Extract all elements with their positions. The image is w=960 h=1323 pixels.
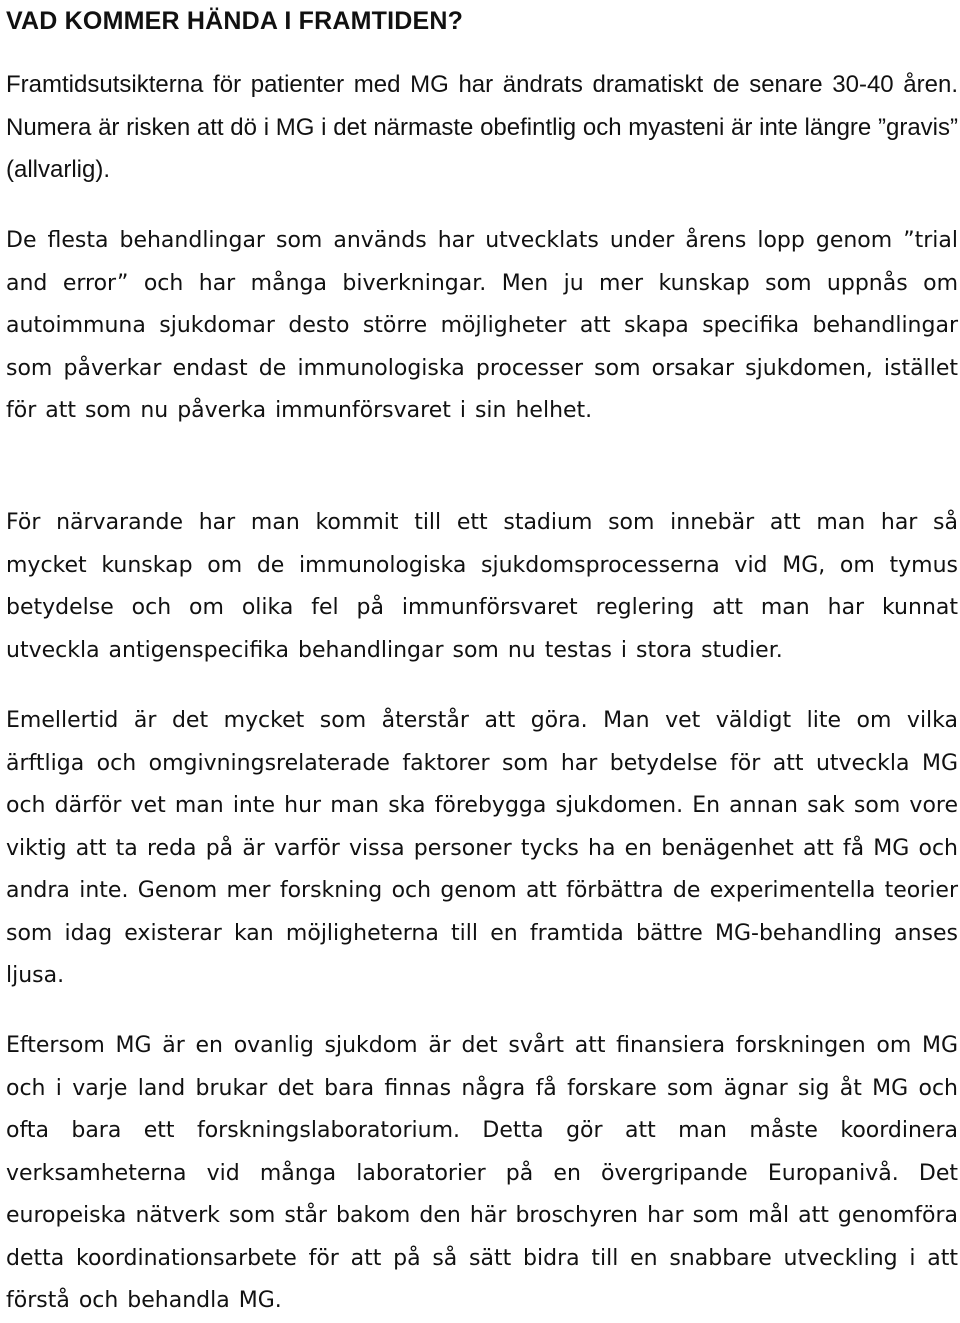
paragraph-treatments: De flesta behandlingar som används har utvecklats under årens lopp genom ”trial and error” och har många biverkningar. Men ju mer kunskap som uppnås om autoimmuna sjukdomar desto större möjligheter att skapa specifika behandlingar som påverkar endast de immunologiska processer som orsakar sjukdomen, istället för att som nu påverka immunförsvaret i sin helhet. xyxy=(6,228,958,423)
paragraph-research-funding: Eftersom MG är en ovanlig sjukdom är det svårt att finansiera forskningen om MG och i varje land brukar det bara finnas några få forskare som ägnar sig åt MG och ofta bara ett forskningslaboratorium. Detta gör att man måste koordinera verksamheterna vid många laboratorier på en övergripande Europanivå. Det europeiska nätverk som står bakom den här broschyren har som mål att genomföra detta koordinationsarbete för att på så sätt bidra till en snabbare utveckling i att förstå och behandla MG. xyxy=(6,1033,958,1313)
paragraph-current-stage: För närvarande har man kommit till ett stadium som innebär att man har så mycket kunskap om de immunologiska sjukdomsprocesserna vid MG, om tymus betydelse och om olika fel på immunförsvaret reglering att man har kunnat utveckla antigenspecifika behandlingar som nu testas i stora studier. xyxy=(6,510,958,663)
page-title: VAD KOMMER HÄNDA I FRAMTIDEN? xyxy=(6,7,464,35)
paragraph-future-outlook: Framtidsutsikterna för patienter med MG har ändrats dramatiskt de senare 30-40 åren. Numera är risken att dö i MG i det närmaste obefintlig och myasteni är inte längre ”gravis” (allvarlig). xyxy=(6,71,958,183)
paragraph-remaining-work: Emellertid är det mycket som återstår att göra. Man vet väldigt lite om vilka ärftliga och omgivningsrelaterade faktorer som har betydelse för att utveckla MG och därför vet man inte hur man ska förebygga sjukdomen. En annan sak som vore viktig att ta reda på är varför vissa personer tycks ha en benägenhet att få MG och andra inte. Genom mer forskning och genom att förbättra de experimentella teorier som idag existerar kan möjligheterna till en framtida bättre MG-behandling anses ljusa. xyxy=(6,708,958,988)
